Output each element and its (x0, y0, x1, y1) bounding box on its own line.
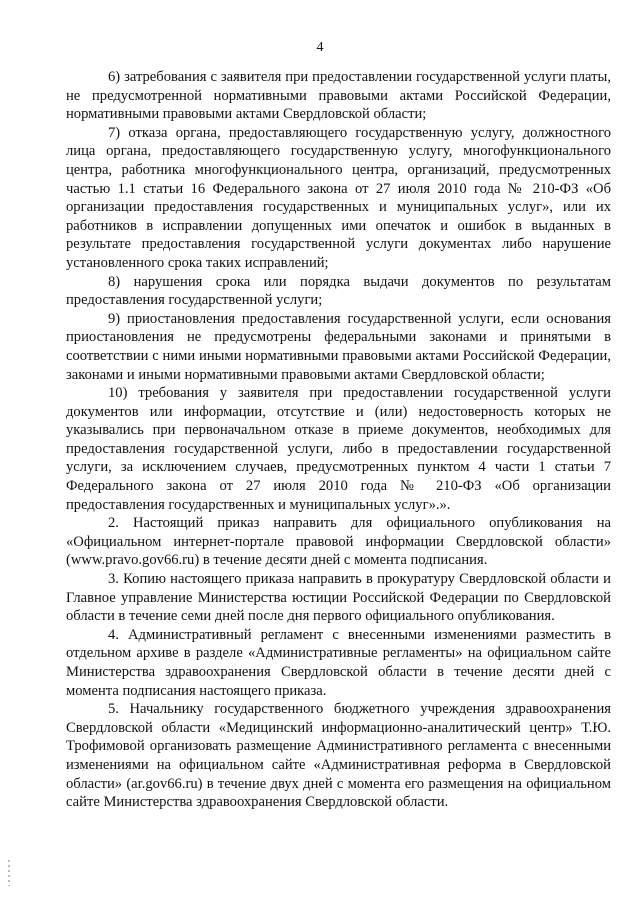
paragraph-clause-4: 4. Административный регламент с внесенными изменениями разместить в отдельном архиве в разделе «Административные регламенты» на официальном сайте Министерства здравоохранения Свердловской области в течение десяти дней с момента подписания настоящего приказа. (66, 626, 611, 699)
document-body (66, 68, 611, 812)
scan-edge-mark (8, 860, 10, 886)
paragraph-item-6: 6) затребования с заявителя при предоставлении государственной услуги платы, не предусмотренной нормативными правовыми актами Российской Федерации, нормативными правовыми актами Свердловской области; (66, 69, 611, 123)
paragraph-item-9: 9) приостановления предоставления государственной услуги, если основания приостановления не предусмотрены федеральными законами и принятыми в соответствии с ними иными нормативными правовыми актами Российской Федерации, законами и иными нормативными правовыми актами Свердловской области; (66, 310, 611, 383)
paragraph-item-7: 7) отказа органа, предоставляющего государственную услугу, должностного лица органа, предоставляющего государственную услугу, многофункционального центра, работника многофункционального центра, организаций, предусмотренных частью 1.1 статьи 16 Федерального закона от 27 июля 2010 года № 210-ФЗ «Об организации предоставления государственных и муниципальных услуг», или их работников в исправлении допущенных ими опечаток и ошибок в выданных в результате предоставления государственной услуги документах либо нарушение установленного срока таких исправлений; (66, 124, 611, 271)
paragraph-item-10: 10) требования у заявителя при предоставлении государственной услуги документов или информации, отсутствие и (или) недостоверность которых не указывались при первоначальном отказе в приеме документов, необходимых для предоставления государственной услуги, либо в предоставлении государственной услуги, за исключением случаев, предусмотренных пунктом 4 части 1 статьи 7 Федерального закона от 27 июля 2010 года № 210-ФЗ «Об организации предоставления государственных и муниципальных услуг».». (66, 385, 611, 513)
paragraph-clause-3: 3. Копию настоящего приказа направить в прокуратуру Свердловской области и Главное управление Министерства юстиции Российской Федерации по Свердловской области в течение семи дней после дня первого официального опубликования. (66, 571, 611, 625)
paragraph-clause-2: 2. Настоящий приказ направить для официального опубликования на «Официальном интернет-портале правовой информации Свердловской области» (www.pravo.gov66.ru) в течение десяти дней с момента подписания. (66, 515, 611, 569)
paragraph-clause-5: 5. Начальнику государственного бюджетного учреждения здравоохранения Свердловской области «Медицинский информационно-аналитический центр» Т.Ю. Трофимовой организовать размещение Административного регламента с внесенными изменениями на официальном сайте «Административная реформа в Свердловской области» (ar.gov66.ru) в течение двух дней с момента его размещения на официальном сайте Министерства здравоохранения Свердловской области. (66, 701, 611, 811)
paragraph-item-8: 8) нарушения срока или порядка выдачи документов по результатам предоставления государственной услуги; (66, 273, 611, 309)
page-number: 4 (316, 40, 324, 55)
